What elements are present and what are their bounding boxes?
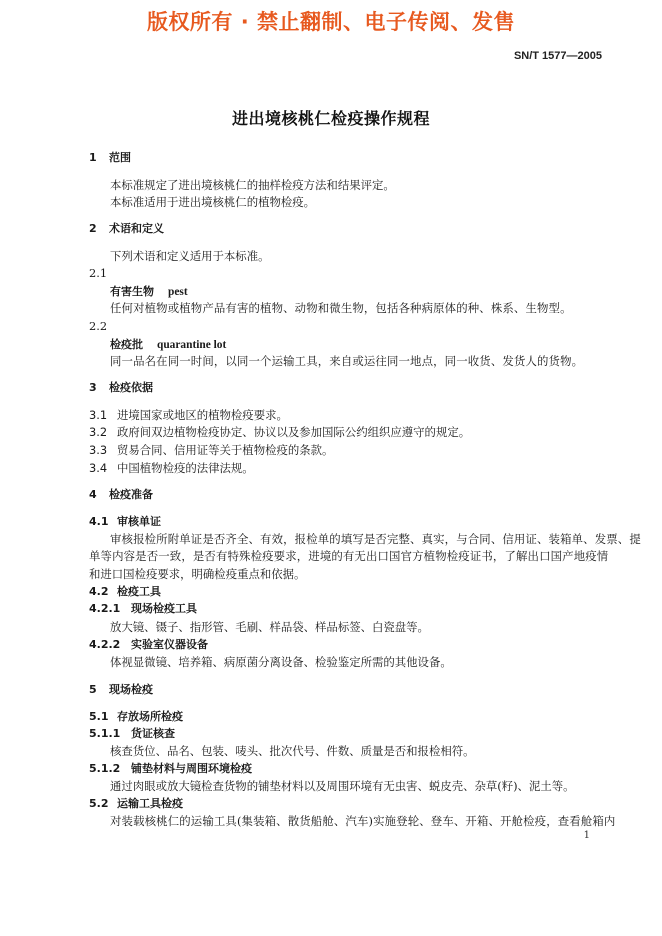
paragraph-line: 单等内容是否一致，是否有特殊检疫要求，进境的有无出口国官方植物检疫证书，了解出口国产地疫情 [89, 549, 609, 563]
subsection-number: 4.1 [89, 515, 109, 528]
section-3-heading [89, 380, 153, 396]
term-english: quarantine lot [157, 339, 227, 351]
paragraph: 放大镜、镊子、指形管、毛刷、样品袋、样品标签、白瓷盘等。 [110, 620, 429, 634]
subsection-title: 检疫工具 [117, 585, 161, 598]
subsection-number: 5.2 [89, 797, 109, 810]
subsection-title: 实验室仪器设备 [131, 638, 208, 651]
page-number: 1 [583, 830, 590, 841]
subsection-4-2-heading [89, 584, 161, 600]
subsection-title: 铺垫材料与周围环境检疫 [131, 762, 252, 775]
paragraph: 本标准适用于进出境核桃仁的植物检疫。 [110, 195, 316, 209]
subsection-5-1-2-heading [89, 761, 252, 777]
document-title: 进出境核桃仁检疫操作规程 [231, 109, 430, 128]
item-text: 政府间双边植物检疫协定、协议以及参加国际公约组织应遵守的规定。 [117, 425, 471, 439]
paragraph: 下列术语和定义适用于本标准。 [110, 249, 270, 263]
standard-code: SN/T 1577—2005 [513, 50, 602, 62]
term-chinese: 有害生物 [110, 285, 154, 298]
section-4-heading [89, 487, 153, 503]
subsection-number: 5.1.2 [89, 762, 121, 775]
subsection-5-2-heading [89, 796, 183, 812]
term-definition: 同一品名在同一时间，以同一个运输工具，来自或运往同一地点，同一收货、发货人的货物。 [110, 354, 584, 368]
item-number: 3.2 [89, 425, 108, 439]
list-item [89, 460, 254, 476]
subsection-4-1-heading [89, 514, 161, 530]
item-text: 进境国家或地区的植物检疫要求。 [117, 408, 288, 422]
section-number: 3 [89, 381, 97, 394]
subsection-4-2-2-heading [89, 637, 208, 653]
subsection-4-2-1-heading [89, 601, 197, 617]
section-title: 检疫准备 [109, 488, 153, 501]
subsection-title: 存放场所检疫 [117, 710, 183, 723]
list-item [89, 407, 288, 423]
section-title: 范围 [109, 151, 131, 164]
paragraph: 对装载核桃仁的运输工具(集装箱、散货船舱、汽车)实施登轮、登车、开箱、开舱检疫，查看舱箱内 [110, 814, 616, 828]
section-number: 1 [89, 151, 97, 164]
term-english: pest [168, 286, 188, 298]
paragraph-line: 和进口国检疫要求，明确检疫重点和依据。 [89, 567, 306, 581]
paragraph: 核查货位、品名、包装、唛头、批次代号、件数、质量是否和报检相符。 [110, 744, 475, 758]
paragraph-line: 审核报检所附单证是否齐全、有效，报检单的填写是否完整、真实，与合同、信用证、装箱单、发票、提 [110, 532, 641, 546]
paragraph: 通过肉眼或放大镜检查货物的铺垫材料以及周围环境有无虫害、蜕皮壳、杂草(籽)、泥土等。 [110, 779, 575, 793]
term-definition: 任何对植物或植物产品有害的植物、动物和微生物，包括各种病原体的种、株系、生物型。 [110, 301, 572, 315]
term-heading [110, 336, 226, 353]
section-title: 检疫依据 [109, 381, 153, 394]
section-5-heading [89, 682, 153, 698]
subsection-number: 4.2.1 [89, 602, 121, 615]
subsection-5-1-heading [89, 709, 183, 725]
item-number: 3.4 [89, 461, 108, 475]
subsection-number: 4.2.2 [89, 638, 121, 651]
term-number: 2.1 [89, 266, 108, 280]
subsection-title: 货证核查 [131, 727, 175, 740]
subsection-title: 审核单证 [117, 515, 161, 528]
section-2-heading [89, 221, 164, 237]
section-number: 2 [89, 222, 97, 235]
watermark-text: 版权所有 · 禁止翻制、电子传阅、发售 [146, 10, 516, 34]
term-number: 2.2 [89, 319, 108, 333]
section-1-heading [89, 150, 131, 166]
item-text: 中国植物检疫的法律法规。 [117, 461, 254, 475]
item-number: 3.1 [89, 408, 108, 422]
subsection-title: 现场检疫工具 [131, 602, 197, 615]
section-number: 5 [89, 683, 97, 696]
item-text: 贸易合同、信用证等关于植物检疫的条款。 [117, 443, 334, 457]
paragraph: 体视显微镜、培养箱、病原菌分离设备、检验鉴定所需的其他设备。 [110, 655, 452, 669]
subsection-number: 4.2 [89, 585, 109, 598]
subsection-5-1-1-heading [89, 726, 175, 742]
section-title: 现场检疫 [109, 683, 153, 696]
subsection-number: 5.1 [89, 710, 109, 723]
section-title: 术语和定义 [109, 222, 164, 235]
section-number: 4 [89, 488, 97, 501]
list-item [89, 442, 333, 458]
term-heading [110, 283, 188, 300]
subsection-title: 运输工具检疫 [117, 797, 183, 810]
item-number: 3.3 [89, 443, 108, 457]
paragraph: 本标准规定了进出境核桃仁的抽样检疫方法和结果评定。 [110, 178, 395, 192]
term-chinese: 检疫批 [110, 338, 143, 351]
subsection-number: 5.1.1 [89, 727, 121, 740]
list-item [89, 424, 470, 440]
